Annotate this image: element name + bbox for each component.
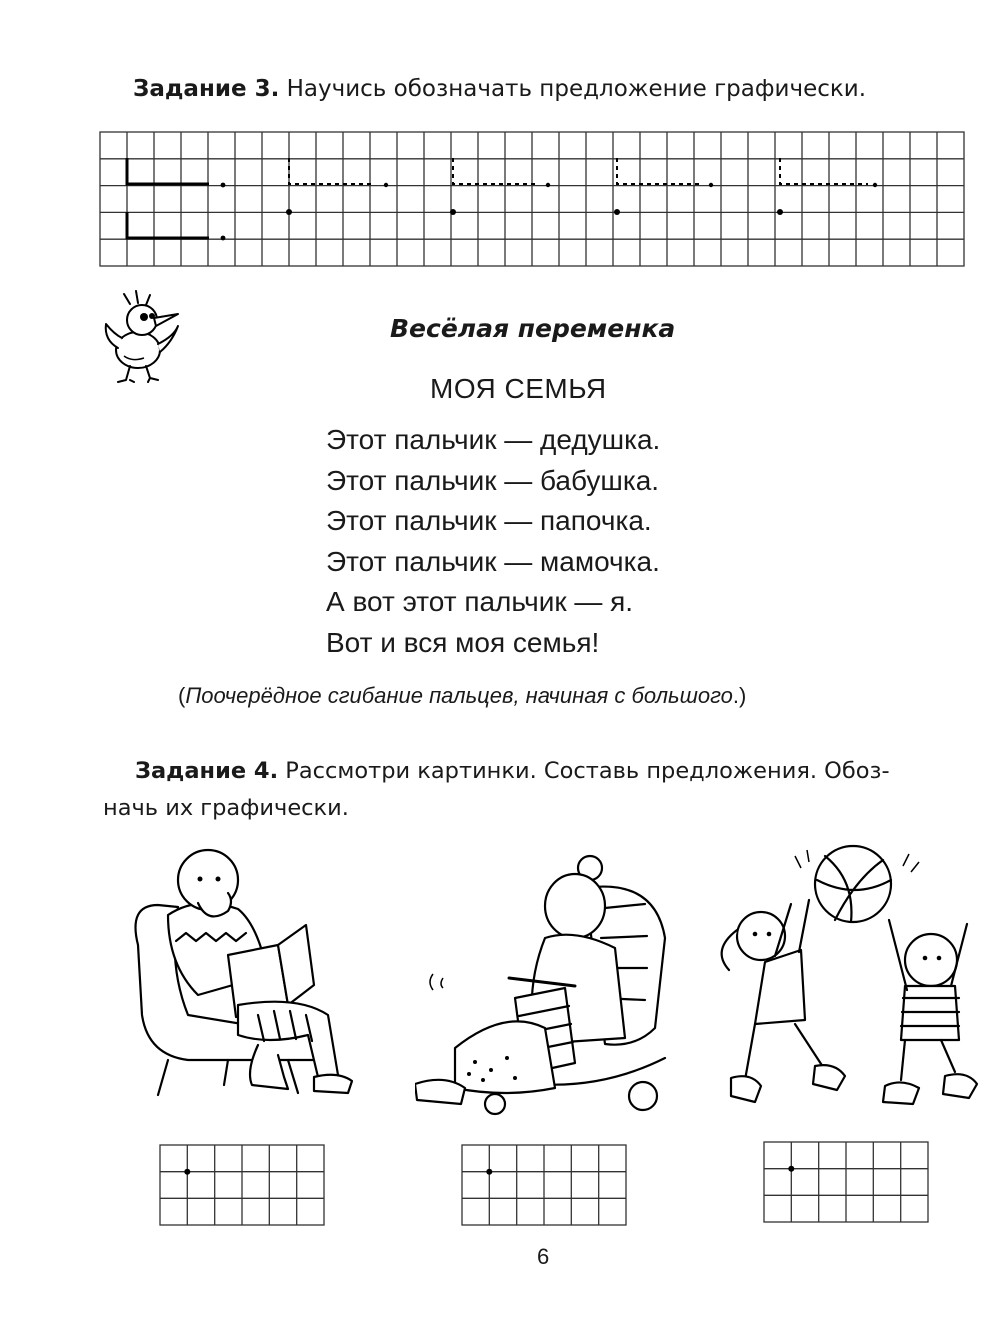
poem-line: Этот пальчик — бабушка. xyxy=(326,464,660,496)
break-heading: Весёлая переменка xyxy=(390,314,676,343)
task4-label: Задание 4. xyxy=(135,758,279,784)
poem-line: А вот этот пальчик — я. xyxy=(326,586,634,617)
task4-text-line2: начь их графически. xyxy=(103,795,349,821)
task4-heading xyxy=(103,753,973,827)
sample-sentence-scheme xyxy=(127,158,209,238)
page-number: 6 xyxy=(537,1244,550,1269)
dotted-sentence-traces xyxy=(289,158,868,184)
poem-title: МОЯ СЕМЬЯ xyxy=(430,373,607,404)
task3-text: Научись обозначать предложение графически. xyxy=(286,76,867,102)
task3-label: Задание 3. xyxy=(133,76,280,102)
poem xyxy=(326,420,826,663)
answer-grid xyxy=(158,1143,328,1229)
poem-line: Этот пальчик — дедушка. xyxy=(326,424,661,455)
task3-heading xyxy=(133,72,933,106)
poem-line: Этот пальчик — папочка. xyxy=(326,505,652,536)
task3-writing-grid xyxy=(98,130,968,270)
poem-line: Этот пальчик — мамочка. xyxy=(326,545,660,577)
grandmother-knitting-icon xyxy=(415,848,685,1118)
exercise-note: (Поочерёдное сгибание пальцев, начиная с большого.) xyxy=(178,683,747,708)
task4-text-line1: Рассмотри картинки. Составь предложения. Обоз- xyxy=(285,758,890,784)
grandfather-reading-icon xyxy=(128,845,364,1105)
answer-grid xyxy=(460,1143,630,1229)
poem-line: Вот и вся моя семья! xyxy=(326,626,600,658)
cartoon-bird-icon xyxy=(100,290,182,384)
answer-grid xyxy=(762,1140,932,1226)
children-playing-ball-icon xyxy=(705,840,985,1130)
exercise-note-text: Поочерёдное сгибание пальцев, начиная с большого xyxy=(185,683,733,708)
